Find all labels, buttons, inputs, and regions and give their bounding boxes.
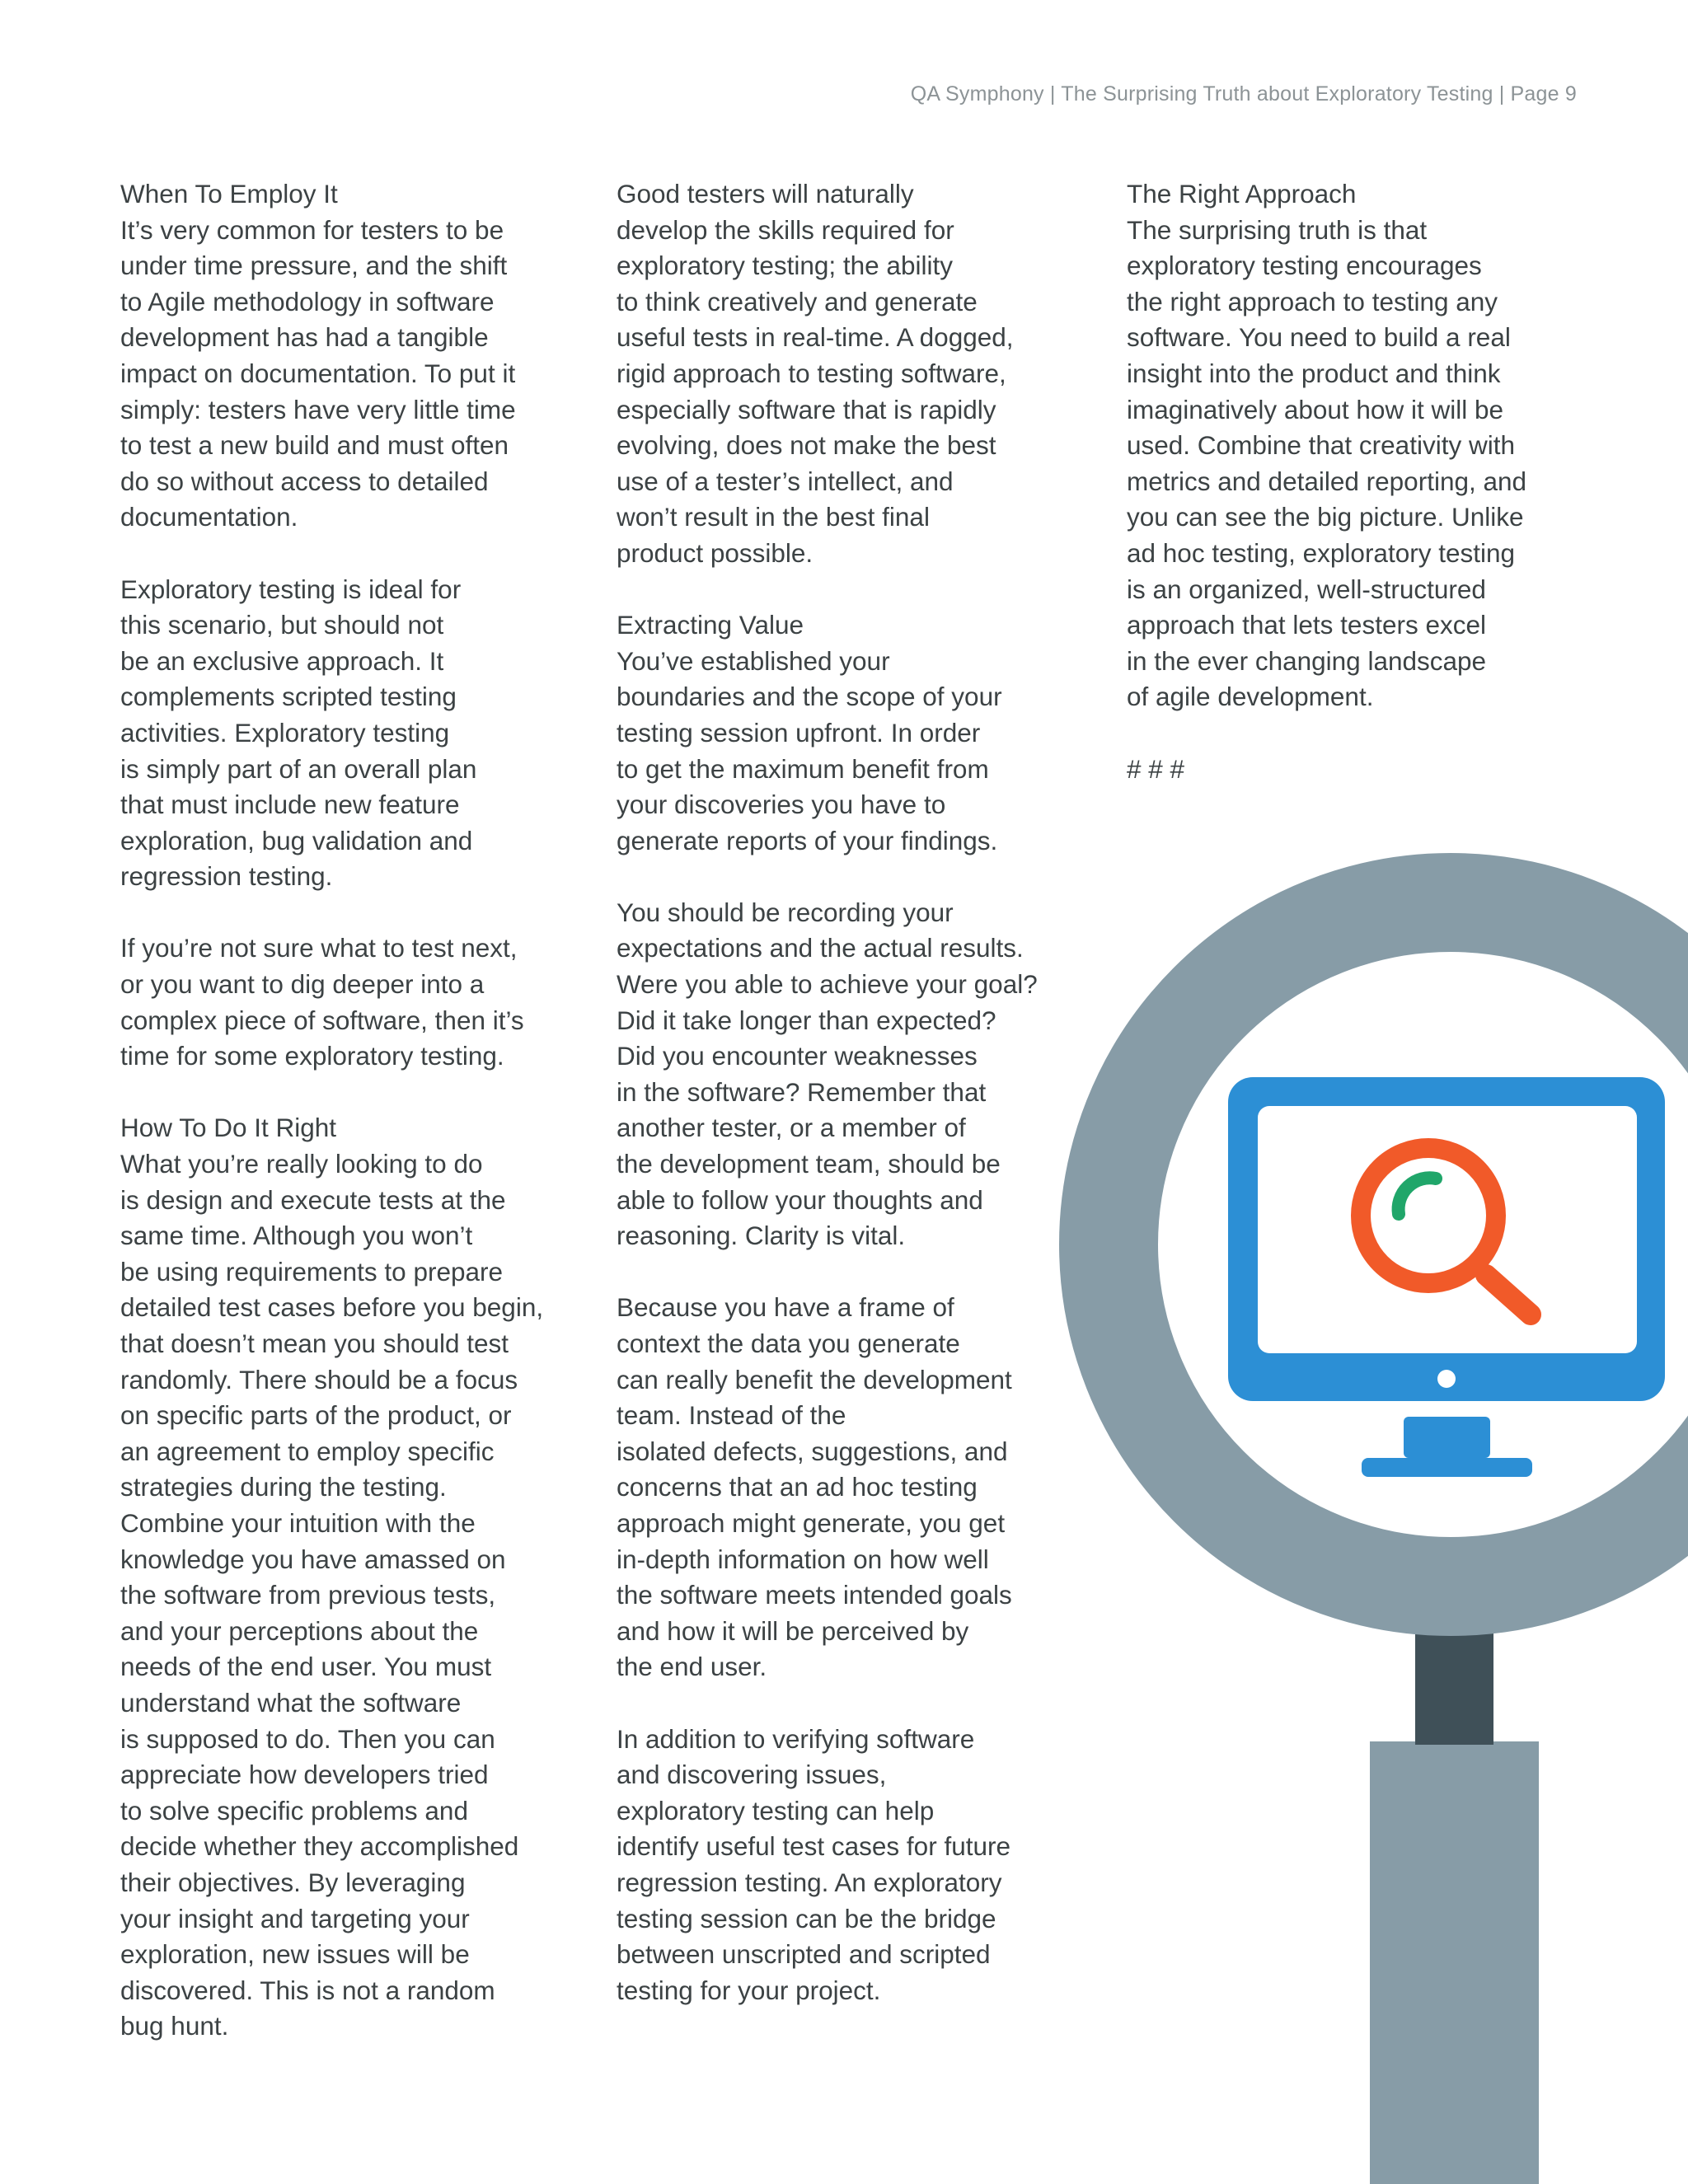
- text-line: between unscripted and scripted: [617, 1939, 991, 1970]
- text-line: is simply part of an overall plan: [120, 753, 477, 784]
- text-line: testing session can be the bridge: [617, 1903, 996, 1933]
- text-line: do so without access to detailed: [120, 466, 489, 496]
- monitor-power-dot: [1437, 1370, 1456, 1388]
- text-line: Because you have a frame of: [617, 1292, 954, 1323]
- text-line: documentation.: [120, 502, 298, 532]
- text-line: the end user.: [617, 1652, 767, 1682]
- text-line: to test a new build and must often: [120, 430, 509, 461]
- text-line: evolving, does not make the best: [617, 430, 996, 461]
- text-line: boundaries and the scope of your: [617, 682, 1002, 712]
- text-line: knowledge you have amassed on: [120, 1544, 506, 1574]
- text-line: this scenario, but should not: [120, 610, 444, 640]
- text-line: is supposed to do. Then you can: [120, 1723, 495, 1754]
- text-line: same time. Although you won’t: [120, 1221, 473, 1251]
- text-line: bug hunt.: [120, 2011, 229, 2041]
- text-line: their objectives. By leveraging: [120, 1867, 466, 1897]
- text-line: won’t result in the best final: [617, 502, 930, 532]
- text-line: especially software that is rapidly: [617, 394, 996, 424]
- text-line: # # #: [1127, 753, 1185, 784]
- text-line: testing session upfront. In order: [617, 717, 981, 748]
- text-line: to get the maximum benefit from: [617, 753, 989, 784]
- section-heading: Extracting Value: [617, 610, 804, 640]
- text-line: and discovering issues,: [617, 1760, 887, 1790]
- section-heading: The Right Approach: [1127, 179, 1357, 209]
- text-line: understand what the software: [120, 1687, 462, 1718]
- text-line: exploratory testing can help: [617, 1795, 935, 1825]
- text-line: In addition to verifying software: [617, 1723, 975, 1754]
- text-line: another tester, or a member of: [617, 1113, 966, 1143]
- text-line: be an exclusive approach. It: [120, 645, 444, 676]
- text-line: ad hoc testing, exploratory testing: [1127, 537, 1516, 568]
- text-line: The surprising truth is that: [1127, 214, 1428, 245]
- text-line: regression testing. An exploratory: [617, 1867, 1002, 1897]
- monitor-stand-neck: [1404, 1417, 1490, 1458]
- text-line: You’ve established your: [617, 645, 890, 676]
- text-line: impact on documentation. To put it: [120, 358, 516, 388]
- text-line: imaginatively about how it will be: [1127, 394, 1503, 424]
- text-line: the software from previous tests,: [120, 1580, 496, 1610]
- text-line: discovered. This is not a random: [120, 1975, 495, 2005]
- monitor-stand-base: [1362, 1458, 1532, 1477]
- text-line: and how it will be perceived by: [617, 1615, 969, 1646]
- text-line: reasoning. Clarity is vital.: [617, 1221, 906, 1251]
- text-line: approach that lets testers excel: [1127, 610, 1486, 640]
- text-line: in the software? Remember that: [617, 1076, 987, 1107]
- text-line: is design and execute tests at the: [120, 1184, 506, 1215]
- text-line: appreciate how developers tried: [120, 1760, 489, 1790]
- text-line: context the data you generate: [617, 1329, 960, 1358]
- text-line: exploratory testing; the ability: [617, 251, 953, 281]
- text-line: able to follow your thoughts and: [617, 1184, 983, 1215]
- text-line: What you’re really looking to do: [120, 1149, 483, 1179]
- text-line: testing for your project.: [617, 1975, 881, 2005]
- text-line: your insight and targeting your: [120, 1903, 470, 1933]
- text-line: Exploratory testing is ideal for: [120, 574, 462, 604]
- section-heading: How To Do It Right: [120, 1113, 337, 1143]
- text-line: to solve specific problems and: [120, 1795, 468, 1825]
- text-line: approach might generate, you get: [617, 1507, 1006, 1538]
- text-line: It’s very common for testers to be: [120, 214, 504, 245]
- text-line: Were you able to achieve your goal?: [617, 969, 1038, 1000]
- text-line: If you’re not sure what to test next,: [120, 933, 518, 963]
- text-line: decide whether they accomplished: [120, 1831, 519, 1862]
- text-line: isolated defects, suggestions, and: [617, 1436, 1008, 1466]
- text-line: of agile development.: [1127, 682, 1374, 712]
- text-line: in-depth information on how well: [617, 1544, 989, 1574]
- text-line: that doesn’t mean you should test: [120, 1329, 509, 1358]
- text-line: activities. Exploratory testing: [120, 717, 450, 748]
- page-header: QA Symphony | The Surprising Truth about Exploratory Testing | Page 9: [910, 82, 1577, 105]
- text-line: randomly. There should be a focus: [120, 1364, 518, 1394]
- text-line: insight into the product and think: [1127, 358, 1501, 388]
- text-line: strategies during the testing.: [120, 1472, 447, 1502]
- text-line: Combine your intuition with the: [120, 1507, 476, 1538]
- text-line: rigid approach to testing software,: [617, 358, 1006, 388]
- text-line: complements scripted testing: [120, 682, 457, 712]
- text-line: you can see the big picture. Unlike: [1127, 502, 1524, 532]
- text-line: develop the skills required for: [617, 214, 954, 245]
- text-line: under time pressure, and the shift: [120, 251, 508, 281]
- text-line: simply: testers have very little time: [120, 394, 516, 424]
- text-line: expectations and the actual results.: [617, 933, 1024, 963]
- text-line: complex piece of software, then it’s: [120, 1005, 524, 1035]
- text-line: time for some exploratory testing.: [120, 1041, 504, 1071]
- text-line: identify useful test cases for future: [617, 1831, 1010, 1862]
- text-line: an agreement to employ specific: [120, 1436, 495, 1466]
- text-line: use of a tester’s intellect, and: [617, 466, 954, 496]
- text-line: the software meets intended goals: [617, 1580, 1012, 1610]
- text-line: generate reports of your findings.: [617, 825, 998, 855]
- text-line: software. You need to build a real: [1127, 322, 1511, 353]
- text-line: can really benefit the development: [617, 1364, 1012, 1394]
- text-line: exploration, bug validation and: [120, 825, 473, 855]
- text-line: to Agile methodology in software: [120, 286, 495, 316]
- text-line: exploration, new issues will be: [120, 1939, 470, 1970]
- text-line: that must include new feature: [120, 790, 460, 820]
- text-line: You should be recording your: [617, 897, 954, 927]
- text-line: and your perceptions about the: [120, 1615, 479, 1646]
- text-line: is an organized, well-structured: [1127, 574, 1486, 604]
- magnifier-handle-grip: [1370, 1741, 1539, 2184]
- text-line: Did you encounter weaknesses: [617, 1041, 978, 1071]
- text-line: your discoveries you have to: [617, 790, 946, 820]
- text-line: Good testers will naturally: [617, 179, 914, 209]
- text-line: Did it take longer than expected?: [617, 1005, 996, 1035]
- text-line: needs of the end user. You must: [120, 1652, 492, 1682]
- text-line: to think creatively and generate: [617, 286, 978, 316]
- text-line: useful tests in real-time. A dogged,: [617, 322, 1014, 353]
- text-line: detailed test cases before you begin,: [120, 1292, 544, 1323]
- text-line: exploratory testing encourages: [1127, 251, 1482, 281]
- text-line: the right approach to testing any: [1127, 286, 1498, 316]
- text-line: team. Instead of the: [617, 1400, 846, 1431]
- text-line: be using requirements to prepare: [120, 1256, 504, 1286]
- text-line: concerns that an ad hoc testing: [617, 1472, 978, 1502]
- text-line: used. Combine that creativity with: [1127, 430, 1515, 461]
- text-line: product possible.: [617, 537, 814, 568]
- section-heading: When To Employ It: [120, 179, 338, 209]
- text-line: regression testing.: [120, 861, 333, 892]
- text-line: the development team, should be: [617, 1149, 1001, 1179]
- text-line: or you want to dig deeper into a: [120, 969, 485, 1000]
- text-line: development has had a tangible: [120, 322, 489, 353]
- text-line: metrics and detailed reporting, and: [1127, 466, 1527, 496]
- text-line: in the ever changing landscape: [1127, 645, 1487, 676]
- text-line: on specific parts of the product, or: [120, 1400, 512, 1431]
